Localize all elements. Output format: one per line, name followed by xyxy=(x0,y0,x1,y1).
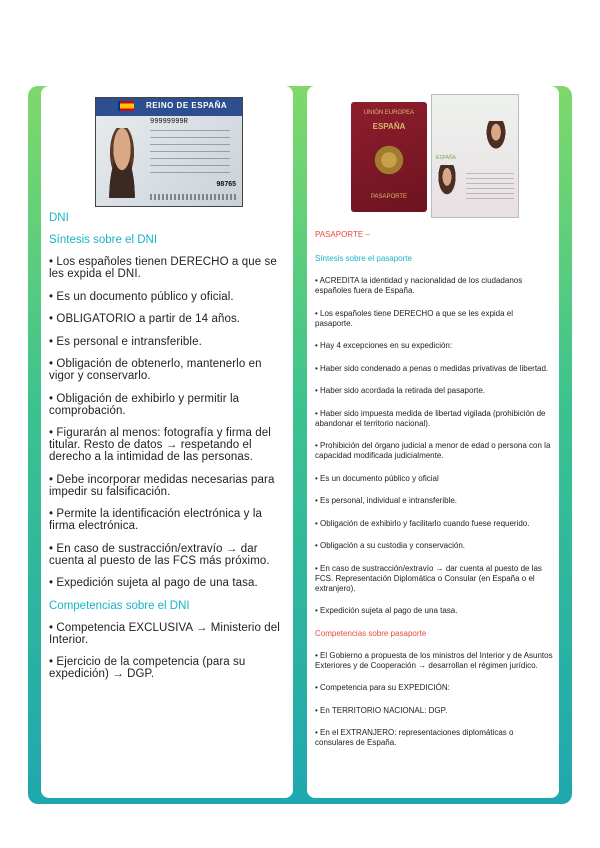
passport-synthesis-heading: Síntesis sobre el pasaporte xyxy=(315,254,412,263)
passport-photo-large xyxy=(484,121,508,153)
card-header-bar xyxy=(96,98,242,116)
coat-of-arms-icon xyxy=(373,140,405,180)
card-header-text: REINO DE ESPAÑA xyxy=(146,101,228,110)
passport-cover-bottom: PASAPORTE xyxy=(370,194,408,200)
passport-cover-country: ESPAÑA xyxy=(372,122,406,131)
passport-text xyxy=(315,230,553,761)
list-item: • Debe incorporar medidas necesarias para impedir su falsificación. xyxy=(49,473,275,498)
list-item: • Expedición sujeta al pago de una tasa. xyxy=(315,606,458,615)
passport-photo-small xyxy=(436,165,458,199)
list-item: • Competencia EXCLUSIVA → Ministerio del Interior. xyxy=(49,621,280,646)
passport-competencias-heading: Competencias sobre pasaporte xyxy=(315,628,427,638)
list-item: • Hay 4 excepciones en su expedición: xyxy=(315,341,453,350)
page-frame xyxy=(28,86,572,804)
passport-column xyxy=(307,86,559,798)
list-item: • Haber sido condenado a penas o medidas privativas de libertad. xyxy=(315,363,549,373)
card-number: 99999999R xyxy=(150,118,188,126)
passport-list xyxy=(315,276,553,616)
list-item: • En el EXTRANJERO: representaciones diplomáticas o consulares de España. xyxy=(315,728,514,747)
list-item: • Competencia para su EXPEDICIÓN: xyxy=(315,683,450,692)
list-item: • En caso de sustracción/extravío → dar cuenta al puesto de las FCS. Representación Diplomática o Consular (en España o el extranjero). xyxy=(315,563,542,593)
list-item: • Prohibición del órgano judicial a menor de edad o persona con la capacidad modificada judicialmente. xyxy=(315,441,551,460)
list-item: • Es personal e intransferible. xyxy=(49,335,202,348)
dni-title: DNI xyxy=(49,212,69,224)
list-item: • En TERRITORIO NACIONAL: DGP. xyxy=(315,705,448,715)
dni-text xyxy=(49,212,287,691)
list-item: • Obligación de exhibirlo y facilitarlo cuando fuese requerido. xyxy=(315,518,530,528)
list-item: • Haber sido acordada la retirada del pasaporte. xyxy=(315,386,486,395)
list-item: • Haber sido impuesta medida de libertad vigilada (prohibición de abandonar el territorio nacional). xyxy=(315,408,546,428)
list-item: • Es un documento público y oficial. xyxy=(49,290,234,303)
dni-competencias-heading: Competencias sobre el DNI xyxy=(49,599,190,612)
list-item: • Figurarán al menos: fotografía y firma del titular. Resto de datos → respetando el derecho a la intimidad de las personas. xyxy=(49,427,271,463)
spain-flag-icon xyxy=(120,101,134,111)
list-item: • Obligación de exhibirlo y permitir la comprobación. xyxy=(49,392,240,417)
list-item: • El Gobierno a propuesta de los ministros del Interior y de Asuntos Exteriores y de Cooperación → desarrollan el régimen jurídico. xyxy=(315,650,553,670)
passport-title: PASAPORTE – xyxy=(315,230,370,239)
passport-page-label: ESPAÑA xyxy=(436,155,456,161)
card-code: 98765 xyxy=(216,181,236,188)
dni-list xyxy=(49,256,287,589)
list-item: • Es un documento público y oficial xyxy=(315,473,439,483)
list-item: • Ejercicio de la competencia (para su expedición) → DGP. xyxy=(49,656,246,680)
list-item: • En caso de sustracción/extravío → dar cuenta al puesto de las FCS más próximo. xyxy=(49,542,270,567)
dni-synthesis-heading: Síntesis sobre el DNI xyxy=(49,234,158,246)
list-item: • Permite la identificación electrónica y la firma electrónica. xyxy=(49,508,262,532)
list-item: • Obligación de obtenerlo, mantenerlo en vigor y conservarlo. xyxy=(49,358,262,382)
list-item: • Es personal, individual e intransferible. xyxy=(315,496,457,505)
passport-cover-image xyxy=(351,102,427,212)
card-photo xyxy=(102,128,142,198)
card-data-lines xyxy=(150,130,230,175)
list-item: • OBLIGATORIO a partir de 14 años. xyxy=(49,313,241,325)
dni-card-image xyxy=(95,97,243,207)
list-item: • Obligación a su custodia y conservación. xyxy=(315,541,465,550)
dni-column xyxy=(41,86,293,798)
passport-data-lines xyxy=(466,173,514,203)
list-item: • Los españoles tienen DERECHO a que se les expida el DNI. xyxy=(49,256,277,280)
list-item: • Expedición sujeta al pago de una tasa. xyxy=(49,577,258,589)
passport-cover-top: UNIÓN EUROPEA xyxy=(363,110,415,116)
passport-data-page-image xyxy=(431,94,519,218)
list-item: • ACREDITA la identidad y nacionalidad de los ciudadanos españoles fuera de España. xyxy=(315,276,523,295)
card-mrz xyxy=(150,194,236,200)
list-item: • Los españoles tiene DERECHO a que se les expida el pasaporte. xyxy=(315,308,514,328)
